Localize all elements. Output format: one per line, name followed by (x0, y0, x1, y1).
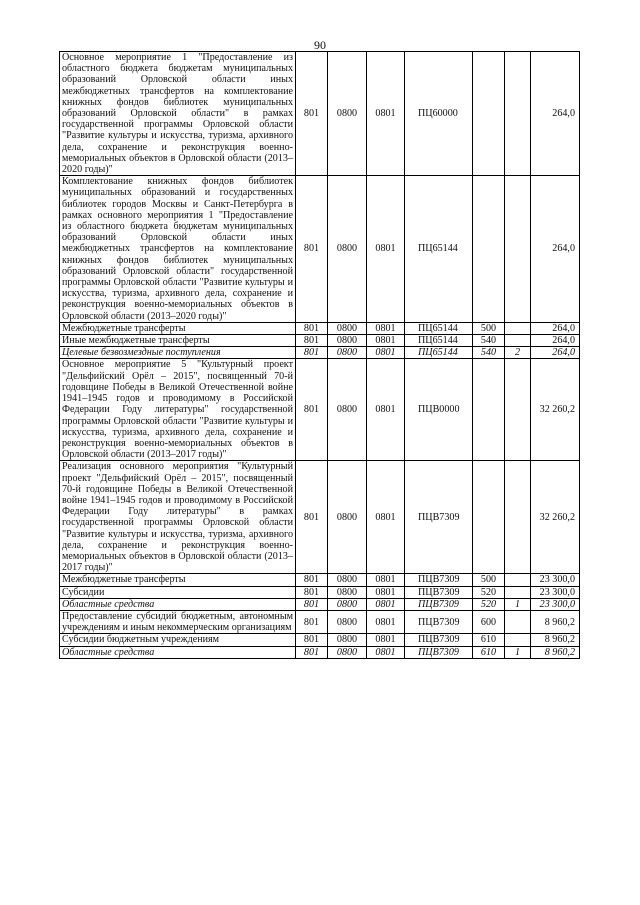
target-article-cell: ПЦВ7309 (405, 634, 473, 646)
table-row (60, 461, 580, 574)
subsection-code-cell: 0801 (367, 347, 405, 359)
ministry-code-cell: 801 (296, 52, 328, 176)
ministry-code-cell: 801 (296, 347, 328, 359)
row-name-cell: Субсидии бюджетным учреждениям (60, 634, 296, 646)
funding-code-cell: 2 (505, 347, 531, 359)
section-code-cell: 0800 (328, 322, 367, 334)
table-row (60, 598, 580, 610)
section-code-cell: 0800 (328, 634, 367, 646)
section-code-cell: 0800 (328, 646, 367, 658)
target-article-cell: ПЦВ7309 (405, 574, 473, 586)
ministry-code-cell: 801 (296, 176, 328, 323)
funding-code-cell (505, 634, 531, 646)
funding-code-cell (505, 586, 531, 598)
row-name-cell: Комплектование книжных фондов библиотек муниципальных образований и государственных библиотек городов Москвы и Санкт-Петербурга в рамках основного мероприятия 1 "Предоставление из областного бюджета бюджетам муниципальных образований Орловской области иных межбюджетных трансфертов на комплектование книжных фондов библиотек муниципальных образований Орловской области" государственной программы Орловской области "Развитие культуры и искусства, туризма, архивного дела, сохранение и реконструкция военно-мемориальных объектов в Орловской области (2013–2020 годы)" (60, 176, 296, 323)
budget-table-body (60, 52, 580, 659)
funding-code-cell: 1 (505, 646, 531, 658)
section-code-cell: 0800 (328, 335, 367, 347)
ministry-code-cell: 801 (296, 461, 328, 574)
expense-type-cell (473, 461, 505, 574)
amount-cell: 264,0 (531, 176, 580, 323)
expense-type-cell: 540 (473, 335, 505, 347)
table-row (60, 359, 580, 461)
table-row (60, 322, 580, 334)
target-article-cell: ПЦВ7309 (405, 461, 473, 574)
table-row (60, 610, 580, 633)
funding-code-cell (505, 610, 531, 633)
subsection-code-cell: 0801 (367, 598, 405, 610)
row-name-cell: Межбюджетные трансферты (60, 574, 296, 586)
row-name-cell: Предоставление субсидий бюджетным, автономным учреждениям и иным некоммерческим организациям (60, 610, 296, 633)
ministry-code-cell: 801 (296, 335, 328, 347)
funding-code-cell: 1 (505, 598, 531, 610)
amount-cell: 264,0 (531, 322, 580, 334)
table-row (60, 176, 580, 323)
amount-cell: 264,0 (531, 347, 580, 359)
table-row (60, 586, 580, 598)
expense-type-cell: 500 (473, 322, 505, 334)
ministry-code-cell: 801 (296, 586, 328, 598)
expense-type-cell (473, 52, 505, 176)
amount-cell: 8 960,2 (531, 610, 580, 633)
target-article-cell: ПЦ65144 (405, 322, 473, 334)
subsection-code-cell: 0801 (367, 610, 405, 633)
row-name-cell: Основное мероприятие 1 "Предоставление из областного бюджета бюджетам муниципальных образований Орловской области иных межбюджетных трансфертов на комплектование книжных фондов библиотек муниципальных образований Орловской области" в рамках государственной программы Орловской области "Развитие культуры и искусства, туризма, архивного дела, сохранение и реконструкция военно-мемориальных объектов в Орловской области (2013–2020 годы)" (60, 52, 296, 176)
row-name-cell: Субсидии (60, 586, 296, 598)
amount-cell: 264,0 (531, 335, 580, 347)
target-article-cell: ПЦ65144 (405, 335, 473, 347)
subsection-code-cell: 0801 (367, 52, 405, 176)
subsection-code-cell: 0801 (367, 634, 405, 646)
target-article-cell: ПЦВ7309 (405, 610, 473, 633)
expense-type-cell: 520 (473, 598, 505, 610)
row-name-cell: Межбюджетные трансферты (60, 322, 296, 334)
section-code-cell: 0800 (328, 461, 367, 574)
target-article-cell: ПЦ65144 (405, 347, 473, 359)
target-article-cell: ПЦВ7309 (405, 586, 473, 598)
section-code-cell: 0800 (328, 347, 367, 359)
subsection-code-cell: 0801 (367, 586, 405, 598)
subsection-code-cell: 0801 (367, 646, 405, 658)
target-article-cell: ПЦВ0000 (405, 359, 473, 461)
expense-type-cell: 500 (473, 574, 505, 586)
subsection-code-cell: 0801 (367, 359, 405, 461)
budget-table (59, 51, 580, 659)
row-name-cell: Областные средства (60, 598, 296, 610)
ministry-code-cell: 801 (296, 610, 328, 633)
subsection-code-cell: 0801 (367, 461, 405, 574)
amount-cell: 23 300,0 (531, 598, 580, 610)
section-code-cell: 0800 (328, 598, 367, 610)
table-row (60, 646, 580, 658)
expense-type-cell (473, 359, 505, 461)
funding-code-cell (505, 461, 531, 574)
target-article-cell: ПЦВ7309 (405, 646, 473, 658)
subsection-code-cell: 0801 (367, 322, 405, 334)
funding-code-cell (505, 52, 531, 176)
section-code-cell: 0800 (328, 574, 367, 586)
subsection-code-cell: 0801 (367, 574, 405, 586)
ministry-code-cell: 801 (296, 359, 328, 461)
amount-cell: 32 260,2 (531, 359, 580, 461)
table-row (60, 574, 580, 586)
expense-type-cell: 520 (473, 586, 505, 598)
table-row (60, 347, 580, 359)
subsection-code-cell: 0801 (367, 176, 405, 323)
expense-type-cell: 610 (473, 646, 505, 658)
target-article-cell: ПЦ60000 (405, 52, 473, 176)
funding-code-cell (505, 322, 531, 334)
ministry-code-cell: 801 (296, 322, 328, 334)
amount-cell: 8 960,2 (531, 634, 580, 646)
section-code-cell: 0800 (328, 586, 367, 598)
amount-cell: 23 300,0 (531, 574, 580, 586)
funding-code-cell (505, 176, 531, 323)
page-number: 90 (314, 38, 326, 52)
amount-cell: 264,0 (531, 52, 580, 176)
row-name-cell: Иные межбюджетные трансферты (60, 335, 296, 347)
ministry-code-cell: 801 (296, 646, 328, 658)
funding-code-cell (505, 574, 531, 586)
ministry-code-cell: 801 (296, 574, 328, 586)
expense-type-cell: 610 (473, 634, 505, 646)
expense-type-cell (473, 176, 505, 323)
row-name-cell: Целевые безвозмездные поступления (60, 347, 296, 359)
funding-code-cell (505, 335, 531, 347)
section-code-cell: 0800 (328, 176, 367, 323)
ministry-code-cell: 801 (296, 598, 328, 610)
table-row (60, 335, 580, 347)
expense-type-cell: 540 (473, 347, 505, 359)
target-article-cell: ПЦ65144 (405, 176, 473, 323)
ministry-code-cell: 801 (296, 634, 328, 646)
subsection-code-cell: 0801 (367, 335, 405, 347)
section-code-cell: 0800 (328, 610, 367, 633)
section-code-cell: 0800 (328, 52, 367, 176)
row-name-cell: Основное мероприятие 5 "Культурный проект "Дельфийский Орёл – 2015", посвященный 70-й годовщине Победы в Великой Отечественной войне 1941–1945 годов и проводимому в Российской Федерации Году литературы" государственной программы Орловской области "Развитие культуры и искусства, туризма, архивного дела, сохранение и реконструкция военно-мемориальных объектов в Орловской области (2013–2017 годы)" (60, 359, 296, 461)
target-article-cell: ПЦВ7309 (405, 598, 473, 610)
table-row (60, 52, 580, 176)
amount-cell: 32 260,2 (531, 461, 580, 574)
row-name-cell: Областные средства (60, 646, 296, 658)
amount-cell: 8 960,2 (531, 646, 580, 658)
table-row (60, 634, 580, 646)
row-name-cell: Реализация основного мероприятия "Культурный проект "Дельфийский Орёл – 2015", посвященный 70-й годовщине Победы в Великой Отечественной войне 1941–1945 годов и проводимому в Российской Федерации Году литературы" в рамках государственной программы Орловской области "Развитие культуры и искусства, туризма, архивного дела, сохранение и реконструкция военно-мемориальных объектов в Орловской области (2013–2017 годы)" (60, 461, 296, 574)
amount-cell: 23 300,0 (531, 586, 580, 598)
funding-code-cell (505, 359, 531, 461)
section-code-cell: 0800 (328, 359, 367, 461)
expense-type-cell: 600 (473, 610, 505, 633)
